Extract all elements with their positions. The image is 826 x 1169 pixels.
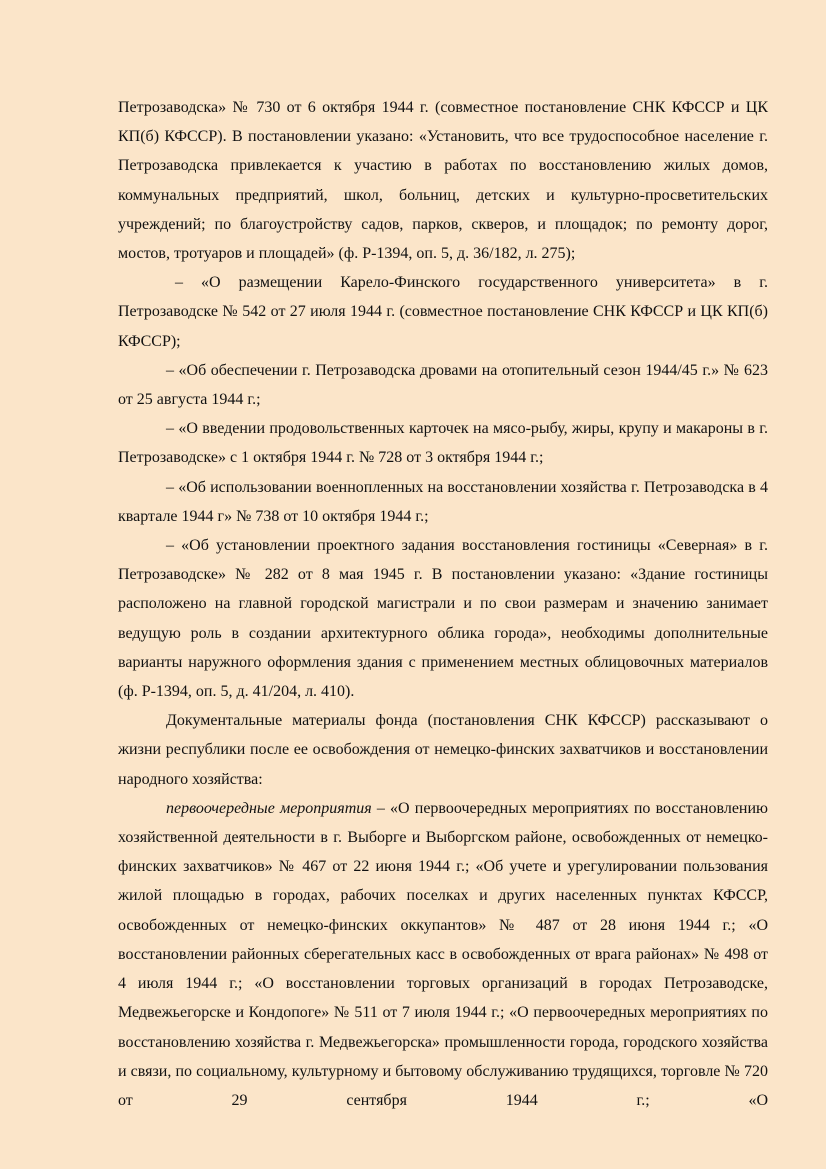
paragraph-decree-728: – «О введении продовольственных карточек на мясо-рыбу, жиры, крупу и макароны в г. Петрозаводске» с 1 октября 1944 г. № 728 от 3 октября 1944 г.; bbox=[118, 420, 768, 467]
paragraph-fund-materials: Документальные материалы фонда (постановления СНК КФССР) рассказывают о жизни республики после ее освобождения от немецко-финских захватчиков и восстановлении народного хозяйства: bbox=[118, 712, 768, 788]
paragraph-priority-measures bbox=[118, 794, 768, 1115]
priority-measures-text: – «О первоочередных мероприятиях по восстановлению хозяйственной деятельности в г. Выборге и Выборгском районе, освобожденных от немецко-финских захватчиков» № 467 от 22 июня 1944 г.; «Об учете и урегулировании пользования жилой площадью в городах, рабочих поселках и других населенных пунктах КФССР, освобожденных от немецко-финских оккупантов» № 487 от 28 июня 1944 г.; «О восстановлении районных сберегательных касс в освобожденных от врага районах» № 498 от 4 июля 1944 г.; «О восстановлении торговых организаций в городах Петрозаводске, Медвежьегорске и Кондопоге» № 511 от 7 июля 1944 г.; «О первоочередных мероприятиях по восстановлению хозяйства г. Медвежьегорска» промышленности города, городского хозяйства и связи, по социальному, культурному и бытовому обслуживанию трудящихся, торговле № 720 от 29 сентября 1944 г.; «О bbox=[118, 799, 768, 1109]
italic-lead-term: первоочередные мероприятия bbox=[166, 799, 372, 817]
paragraph-decree-730: Петрозаводска» № 730 от 6 октября 1944 г. (совместное постановление СНК КФССР и ЦК КП(б) КФССР). В постановлении указано: «Установить, что все трудоспособное население г. Петрозаводска привлекается к участию в работах по восстановлению жилых домов, коммунальных предприятий, школ, больниц, детских и культурно-просветительских учреждений; по благоустройству садов, парков, скверов, и площадок; по ремонту дорог, мостов, тротуаров и площадей» (ф. Р-1394, оп. 5, д. 36/182, л. 275); bbox=[118, 99, 768, 263]
paragraph-decree-282: – «Об установлении проектного задания восстановления гостиницы «Северная» в г. Петрозаводске» № 282 от 8 мая 1945 г. В постановлении указано: «Здание гостиницы расположено на главной городской магистрали и по свои размерам и значению занимает ведущую роль в создании архитектурного облика города», необходимы дополнительные варианты наружного оформления здания с применением местных облицовочных материалов (ф. Р-1394, оп. 5, д. 41/204, л. 410). bbox=[118, 537, 768, 701]
paragraph-decree-623: – «Об обеспечении г. Петрозаводска дровами на отопительный сезон 1944/45 г.» № 623 от 25 августа 1944 г.; bbox=[118, 361, 768, 409]
paragraph-decree-542: – «О размещении Карело-Финского государственного университета» в г. Петрозаводске № 542 от 27 июля 1944 г. (совместное постановление СНК КФССР и ЦК КП(б) КФССР); bbox=[118, 274, 768, 350]
paragraph-decree-738: – «Об использовании военнопленных на восстановлении хозяйства г. Петрозаводска в 4 квартале 1944 г» № 738 от 10 октября 1944 г.; bbox=[118, 478, 768, 525]
document-page bbox=[118, 93, 768, 1115]
